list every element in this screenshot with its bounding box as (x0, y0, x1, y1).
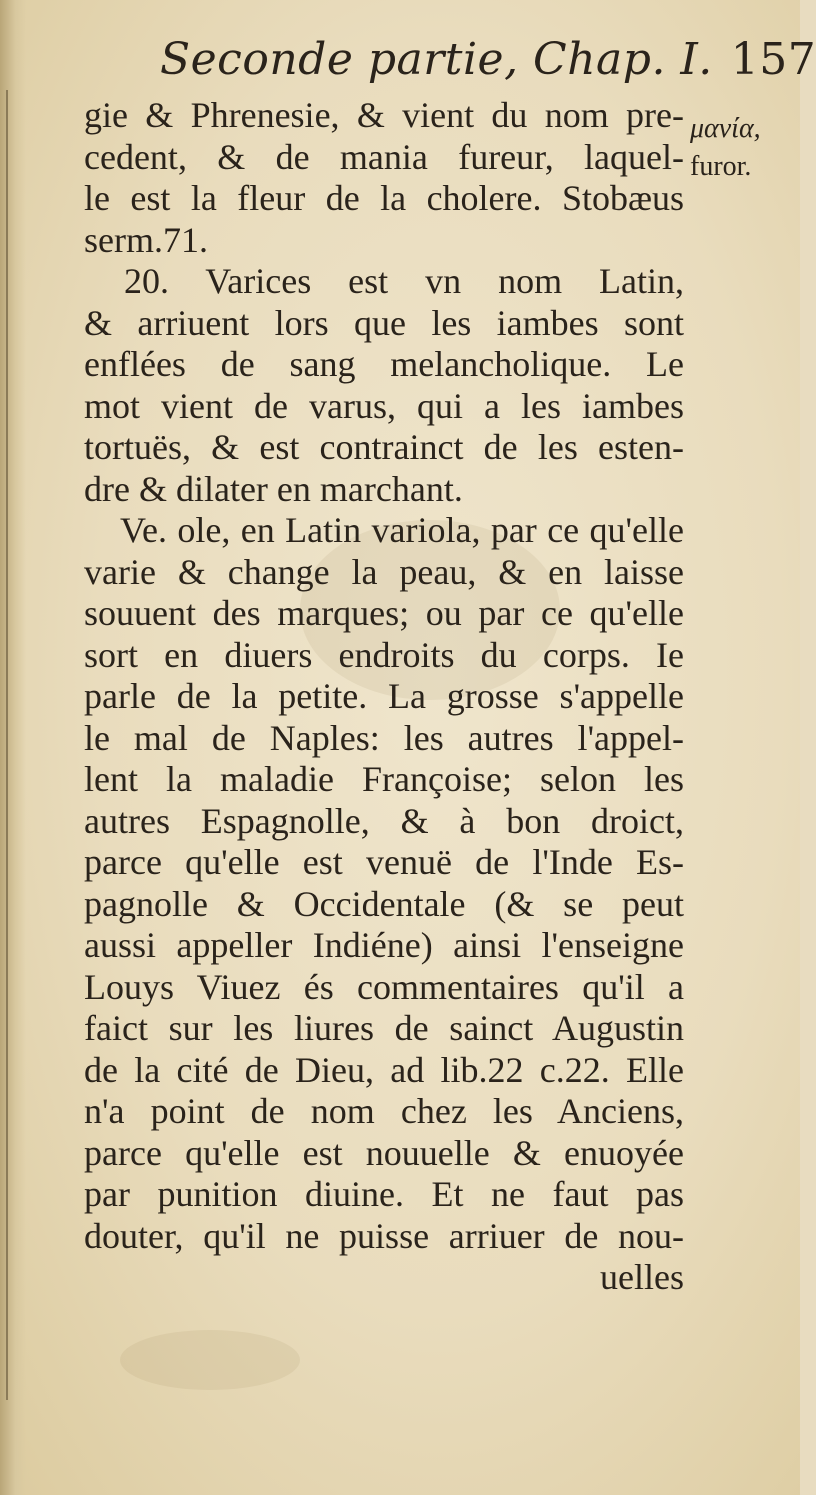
text-line: cedent, & de mania fureur, laquel- (84, 136, 684, 177)
page-number: 157 (730, 34, 816, 85)
text-line: gie & Phrenesie, & vient du nom pre- (84, 95, 684, 135)
text-line: aussi appeller Indiéne) ainsi l'enseigne (84, 925, 684, 965)
text-line: parce qu'elle est venuë de l'Inde Es- (84, 842, 684, 882)
text-block (84, 95, 684, 1299)
text-line: par punition diuine. Et ne faut pas (84, 1174, 684, 1214)
text-line: enflées de sang melancholique. Le (84, 344, 684, 384)
text-line: n'a point de nom chez les Anciens, (84, 1091, 684, 1131)
text-line: mot vient de varus, qui a les iambes (84, 385, 684, 426)
page-gutter (0, 0, 26, 1495)
text-line: varie & change la peau, & en laisse (84, 551, 684, 592)
text-line: Ve. ole, en Latin variola, par ce qu'elle (120, 510, 684, 550)
margin-note-greek: μανία, (690, 113, 761, 144)
text-line: le est la fleur de la cholere. Stobæus (84, 178, 684, 218)
binding-edge (6, 90, 8, 1400)
text-line: tortuës, & est contrainct de les esten- (84, 427, 684, 467)
text-line: 20. Varices est vn nom Latin, (124, 261, 684, 301)
text-line: le mal de Naples: les autres l'appel- (84, 717, 684, 758)
text-line: dre & dilater en marchant. (84, 468, 463, 509)
running-header (160, 34, 816, 94)
text-line: pagnolle & Occidentale (& se peut (84, 883, 684, 924)
text-line: de la cité de Dieu, ad lib.22 c.22. Elle (84, 1049, 684, 1090)
text-line: souuent des marques; ou par ce qu'elle (84, 593, 684, 633)
text-line: douter, qu'il ne puisse arriuer de nou- (84, 1215, 684, 1256)
text-line: parce qu'elle est nouuelle & enuoyée (84, 1132, 684, 1173)
margin-note (690, 110, 795, 186)
text-line: lent la maladie Françoise; selon les (84, 759, 684, 799)
margin-note-latin: furor. (690, 151, 752, 182)
text-line: Louys Viuez és commentaires qu'il a (84, 966, 684, 1007)
text-line: & arriuent lors que les iambes sont (84, 302, 684, 343)
running-title: Seconde partie, Chap. I. (160, 34, 713, 85)
text-line: parle de la petite. La grosse s'appelle (84, 676, 684, 716)
paper-stain (120, 1330, 300, 1390)
text-line: autres Espagnolle, & à bon droict, (84, 800, 684, 841)
catchword: uelles (600, 1257, 684, 1297)
text-line: sort en diuers endroits du corps. Ie (84, 634, 684, 675)
text-line: faict sur les liures de sainct Augustin (84, 1008, 684, 1048)
text-line: serm.71. (84, 219, 208, 260)
